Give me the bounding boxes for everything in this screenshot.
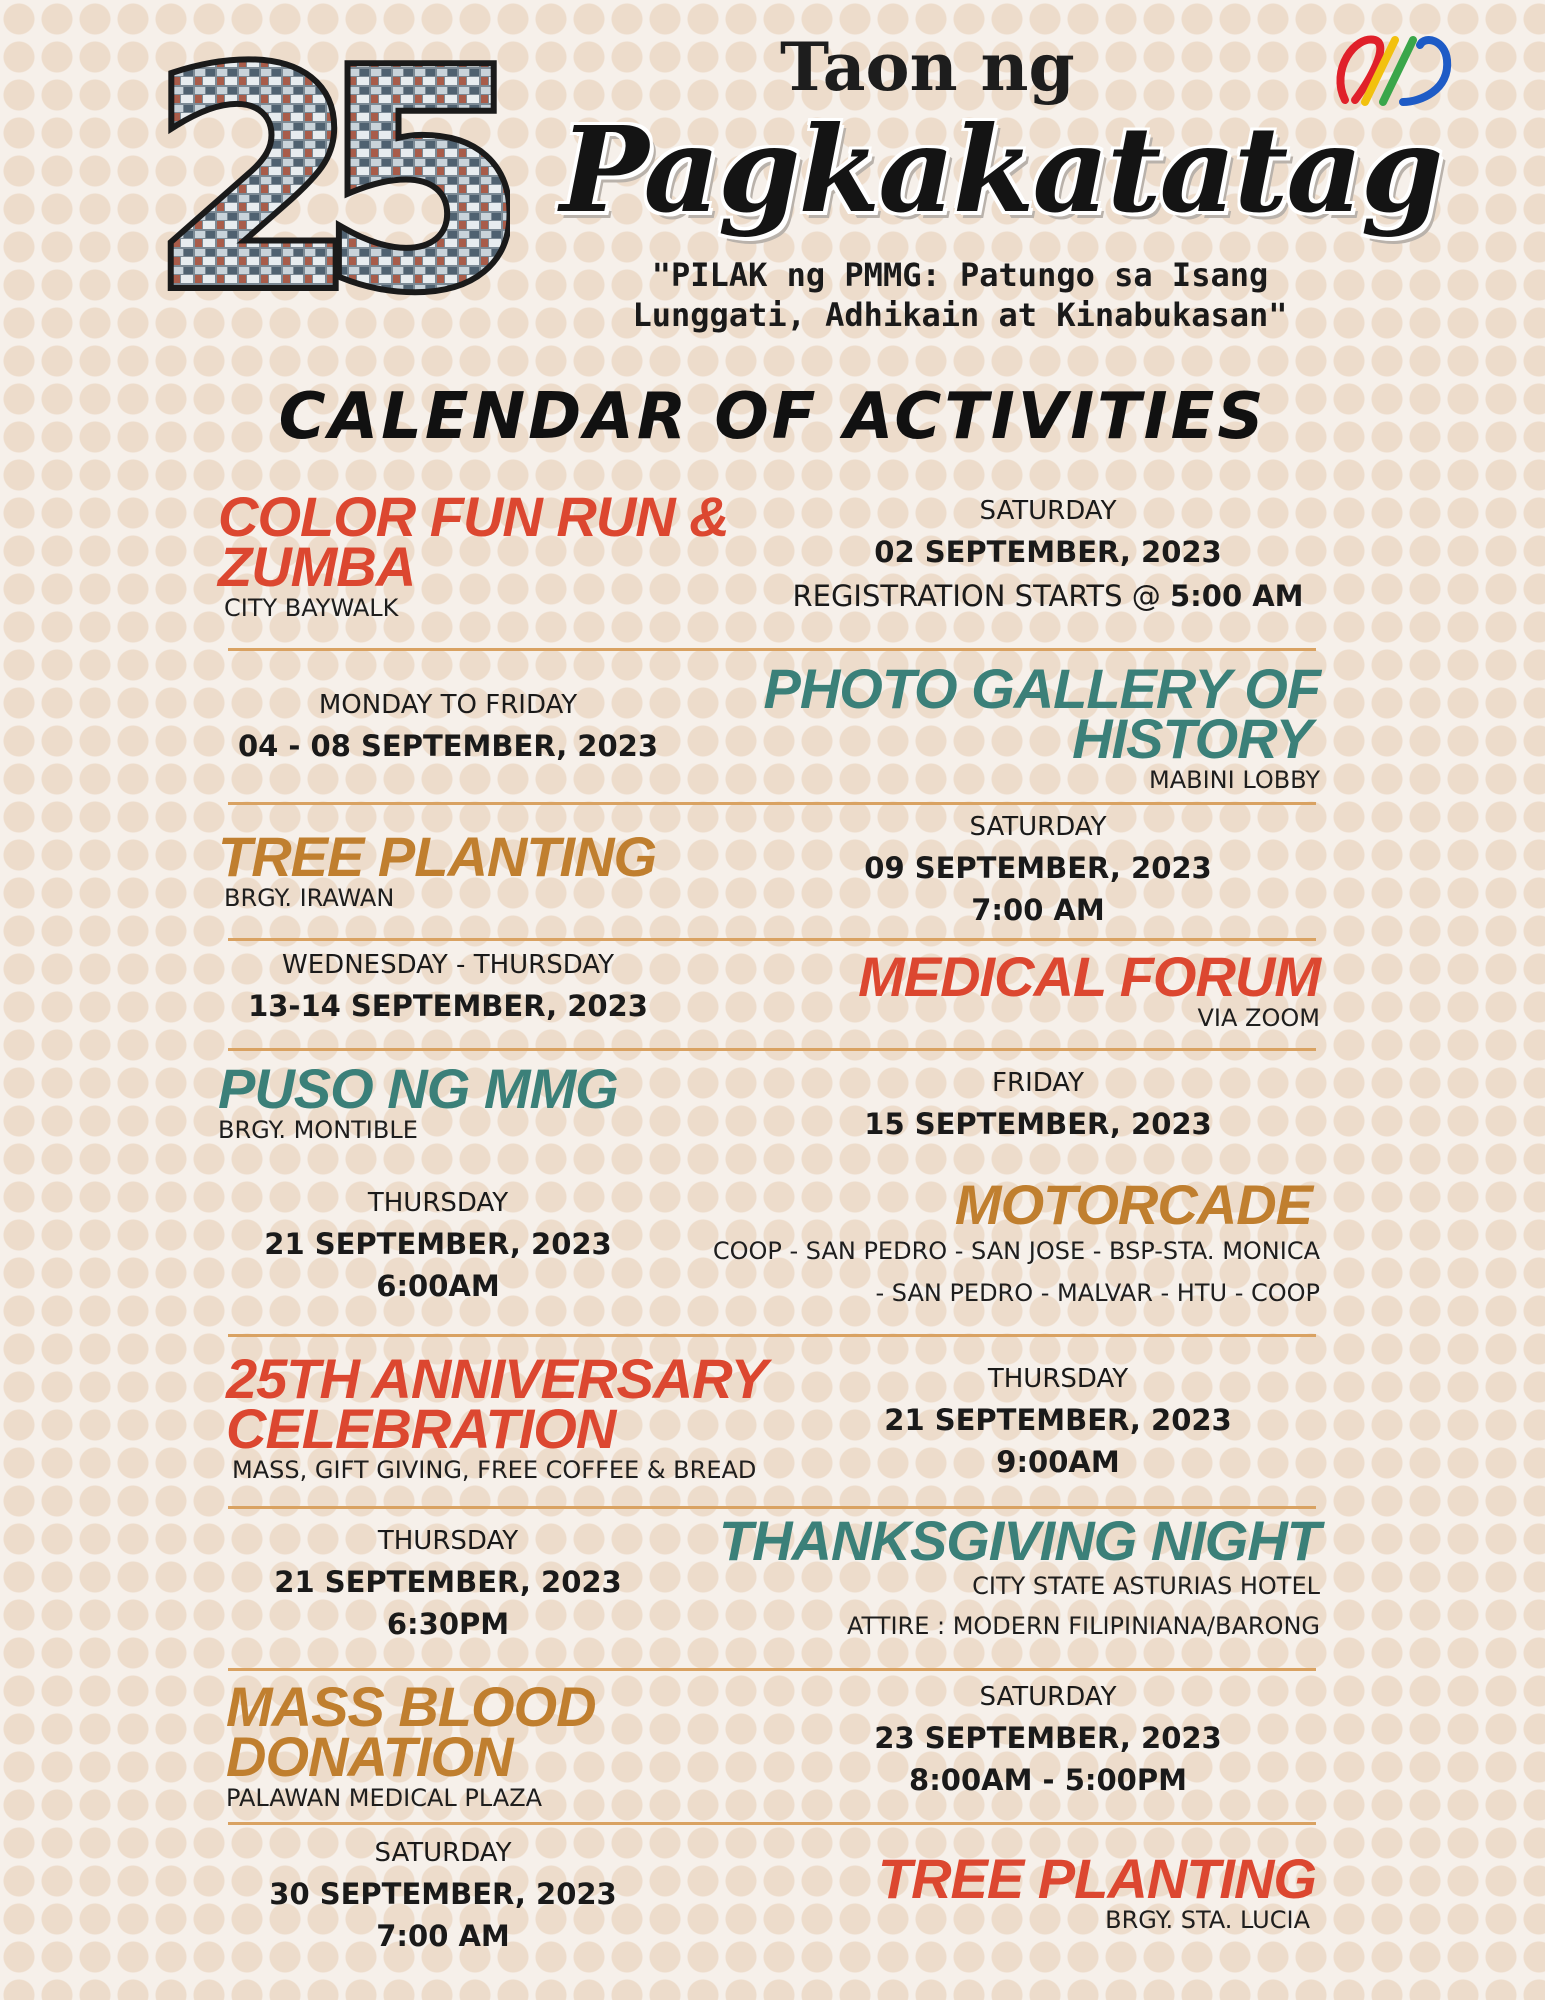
- event-name: COLOR FUN RUN &: [218, 485, 729, 548]
- event-name: 25TH ANNIVERSARY: [226, 1347, 768, 1410]
- event-route: - SAN PEDRO - MALVAR - HTU - COOP: [875, 1279, 1320, 1307]
- event-venue: CITY BAYWALK: [224, 594, 399, 622]
- activity-row-3: [218, 808, 1320, 938]
- event-date: 21 SEPTEMBER, 2023: [264, 1227, 612, 1261]
- event-date: 21 SEPTEMBER, 2023: [274, 1565, 622, 1599]
- event-date: 30 SEPTEMBER, 2023: [269, 1877, 617, 1911]
- pagkakatatag-text: Pagkakatatag: [560, 100, 1442, 239]
- event-venue: BRGY. MONTIBLE: [218, 1116, 418, 1144]
- activity-row-7: [218, 1347, 1320, 1500]
- event-day: THURSDAY: [367, 1188, 509, 1218]
- event-name: MOTORCADE: [954, 1173, 1312, 1236]
- divider: [228, 938, 1316, 941]
- activity-row-2: [218, 657, 1320, 800]
- divider: [228, 1048, 1316, 1051]
- divider: [228, 1822, 1316, 1825]
- event-time: 6:00AM: [376, 1269, 500, 1303]
- event-schedule: [218, 946, 678, 1028]
- event-venue: BRGY. STA. LUCIA: [1105, 1906, 1310, 1934]
- event-schedule: [778, 492, 1318, 618]
- anniversary-25-graphic: [150, 50, 510, 340]
- event-date: 09 SEPTEMBER, 2023: [864, 851, 1212, 885]
- event-venue: CITY STATE ASTURIAS HOTEL: [972, 1572, 1320, 1600]
- divider: [228, 648, 1316, 651]
- event-day: SATURDAY: [979, 1682, 1117, 1712]
- event-time: 9:00AM: [996, 1445, 1120, 1479]
- calendar-title: CALENDAR OF ACTIVITIES: [278, 380, 1267, 454]
- motto-line-1: "PILAK ng PMMG: Patungo sa Isang: [651, 256, 1269, 294]
- event-name: CELEBRATION: [226, 1397, 616, 1460]
- event-day: THURSDAY: [987, 1364, 1129, 1394]
- event-day: WEDNESDAY - THURSDAY: [282, 950, 614, 980]
- motto: [590, 255, 1330, 335]
- event-schedule: [778, 1678, 1318, 1800]
- taon-ng-text: Taon ng: [780, 28, 1075, 106]
- event-name: TREE PLANTING: [218, 825, 657, 888]
- event-name: ZUMBA: [218, 535, 416, 598]
- event-name: DONATION: [226, 1725, 513, 1788]
- activity-row-8: [218, 1509, 1320, 1666]
- event-day: THURSDAY: [377, 1526, 519, 1556]
- event-schedule: [218, 1834, 668, 1956]
- event-date: 21 SEPTEMBER, 2023: [884, 1403, 1232, 1437]
- event-day: MONDAY TO FRIDAY: [318, 690, 578, 720]
- event-day: SATURDAY: [969, 812, 1107, 842]
- activity-row-10: [218, 1834, 1320, 1984]
- event-date: 15 SEPTEMBER, 2023: [864, 1107, 1212, 1141]
- event-name: HISTORY: [1072, 707, 1312, 770]
- event-venue: BRGY. IRAWAN: [224, 884, 395, 912]
- event-schedule: [828, 1360, 1288, 1482]
- event-venue: VIA ZOOM: [1197, 1004, 1320, 1032]
- registration-time: REGISTRATION STARTS @ 5:00 AM: [792, 579, 1304, 613]
- event-time: 8:00AM - 5:00PM: [909, 1763, 1187, 1797]
- event-day: SATURDAY: [374, 1838, 512, 1868]
- event-day: SATURDAY: [979, 496, 1117, 526]
- divider: [228, 1668, 1316, 1671]
- event-day: FRIDAY: [992, 1068, 1084, 1098]
- event-venue: MASS, GIFT GIVING, FREE COFFEE & BREAD: [232, 1456, 757, 1484]
- event-time: 7:00 AM: [376, 1919, 510, 1953]
- event-schedule: [778, 808, 1298, 930]
- event-schedule: [218, 686, 678, 768]
- event-time: 6:30PM: [386, 1607, 510, 1641]
- event-name: THANKSGIVING NIGHT: [718, 1509, 1320, 1572]
- divider: [228, 1334, 1316, 1337]
- activity-row-6: [218, 1173, 1320, 1330]
- activity-row-5: [218, 1058, 1320, 1168]
- activity-row-4: [218, 946, 1320, 1046]
- motto-line-2: Lunggati, Adhikain at Kinabukasan": [632, 296, 1288, 334]
- event-date: 04 - 08 SEPTEMBER, 2023: [237, 729, 659, 763]
- event-venue: PALAWAN MEDICAL PLAZA: [226, 1784, 543, 1812]
- event-route: COOP - SAN PEDRO - SAN JOSE - BSP-STA. MONICA: [712, 1237, 1320, 1265]
- mmg-logo: [1325, 30, 1455, 110]
- event-name: PHOTO GALLERY OF: [763, 657, 1320, 720]
- event-date: 23 SEPTEMBER, 2023: [874, 1721, 1222, 1755]
- event-name: PUSO NG MMG: [218, 1057, 618, 1120]
- activity-row-1: [218, 485, 1320, 642]
- event-date: 13-14 SEPTEMBER, 2023: [248, 989, 648, 1023]
- event-attire: ATTIRE : MODERN FILIPINIANA/BARONG: [846, 1612, 1320, 1640]
- event-date: 02 SEPTEMBER, 2023: [874, 535, 1222, 569]
- activity-row-9: [218, 1675, 1320, 1828]
- event-venue: MABINI LOBBY: [1148, 766, 1320, 794]
- event-schedule: [778, 1064, 1298, 1146]
- event-name: MEDICAL FORUM: [858, 945, 1320, 1008]
- event-name: TREE PLANTING: [877, 1847, 1316, 1910]
- event-time: 7:00 AM: [971, 893, 1105, 927]
- badge-number: 25: [150, 50, 488, 340]
- event-schedule: [218, 1522, 678, 1644]
- event-schedule: [218, 1184, 658, 1306]
- event-name: MASS BLOOD: [226, 1675, 596, 1738]
- divider: [228, 802, 1316, 805]
